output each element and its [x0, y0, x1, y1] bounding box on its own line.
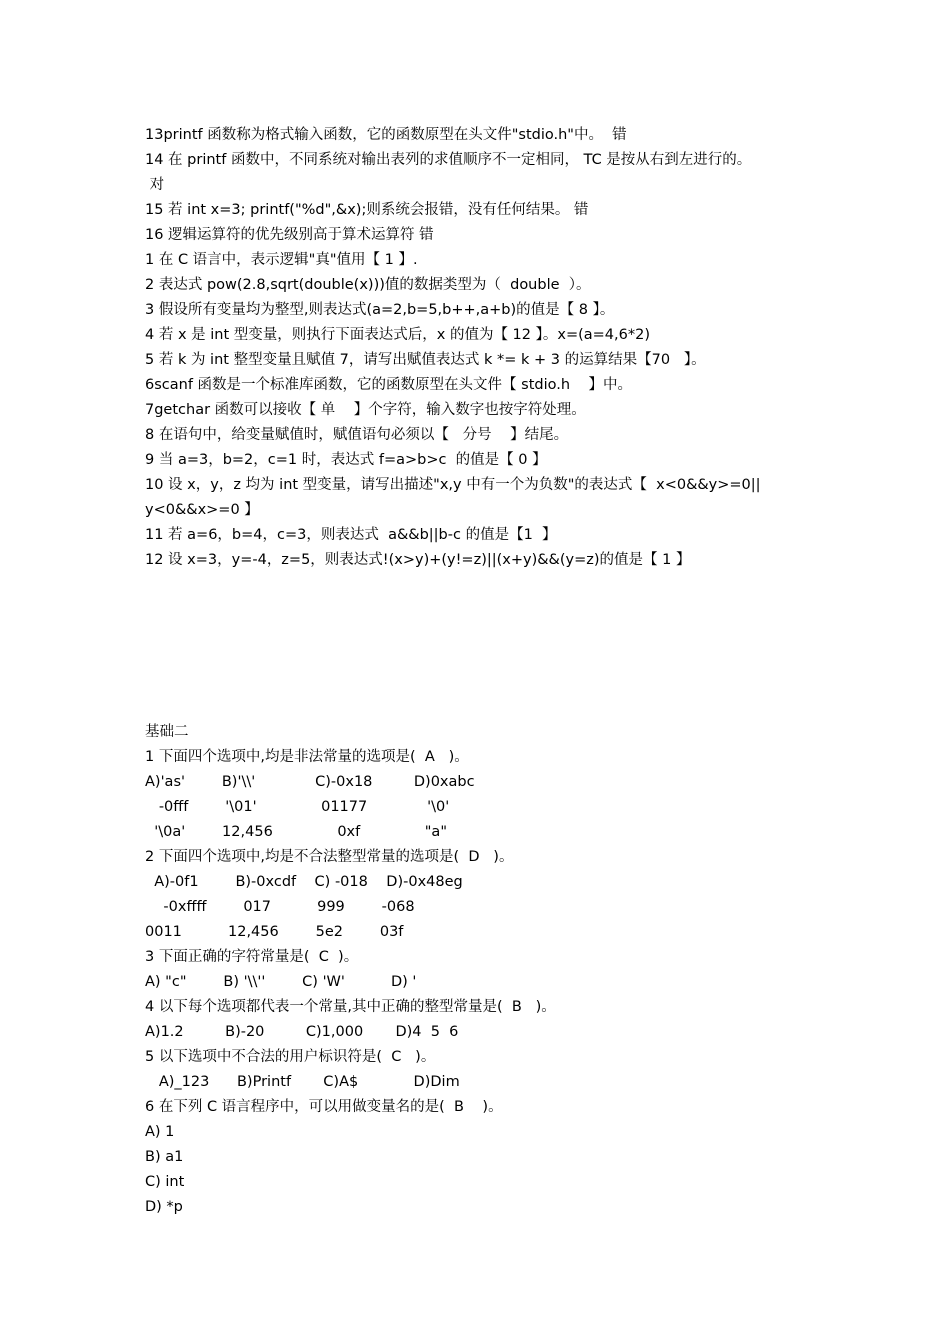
text-line: 14 在 printf 函数中，不同系统对输出表列的求值顺序不一定相同， TC 是按从右到左进行的。 [145, 152, 752, 168]
text-line: 10 设 x，y，z 均为 int 型变量，请写出描述"x,y 中有一个为负数"的表达式【 x<0&&y>=0|| [145, 477, 761, 493]
text-line: 11 若 a=6，b=4，c=3，则表达式 a&&b||b-c 的值是【1 】 [145, 527, 557, 543]
text-line: 6scanf 函数是一个标准库函数，它的函数原型在头文件【 stdio.h 】中。 [145, 377, 632, 393]
section-heading: 基础二 [145, 724, 189, 740]
question-line: 4 以下每个选项都代表一个常量,其中正确的整型常量是( B )。 [145, 999, 556, 1015]
text-line: 3 假设所有变量均为整型,则表达式(a=2,b=5,b++,a+b)的值是【 8 】。 [145, 302, 615, 318]
option-line: A)1.2 B)-20 C)1,000 D)4 5 6 [145, 1024, 459, 1040]
text-line: y<0&&x>=0 】 [145, 502, 259, 518]
section-judgement-and-fill-in [145, 123, 835, 573]
text-line: 1 在 C 语言中，表示逻辑"真"值用【 1 】. [145, 252, 418, 268]
question-line: 6 在下列 C 语言程序中，可以用做变量名的是( B )。 [145, 1099, 503, 1115]
option-line: A)-0f1 B)-0xcdf C) -018 D)-0x48eg [145, 874, 463, 890]
question-line: 3 下面正确的字符常量是( C )。 [145, 949, 359, 965]
text-line: 13printf 函数称为格式输入函数，它的函数原型在头文件"stdio.h"中。 错 [145, 127, 627, 143]
text-line: 5 若 k 为 int 整型变量且赋值 7，请写出赋值表达式 k *= k + 3 的运算结果【70 】。 [145, 352, 706, 368]
option-line: C) int [145, 1174, 185, 1190]
option-line: '\0a' 12,456 0xf "a" [145, 824, 447, 840]
text-line: 9 当 a=3，b=2，c=1 时，表达式 f=a>b>c 的值是【 0 】 [145, 452, 547, 468]
section-basics-two [145, 720, 835, 1220]
option-line: -0xffff 017 999 -068 [145, 899, 415, 915]
option-line: A)_123 B)Printf C)A$ D)Dim [145, 1074, 460, 1090]
text-line: 12 设 x=3，y=-4，z=5，则表达式!(x>y)+(y!=z)||(x+y)&&(y=z)的值是【 1 】 [145, 552, 691, 568]
option-line: A)'as' B)'\\' C)-0x18 D)0xabc [145, 774, 475, 790]
option-line: -0fff '\01' 01177 '\0' [145, 799, 450, 815]
text-line: 2 表达式 pow(2.8,sqrt(double(x)))值的数据类型为（ double ）。 [145, 277, 591, 293]
option-line: B) a1 [145, 1149, 184, 1165]
text-line: 7getchar 函数可以接收【 单 】个字符，输入数字也按字符处理。 [145, 402, 586, 418]
question-line: 5 以下选项中不合法的用户标识符是( C )。 [145, 1049, 436, 1065]
text-line: 8 在语句中，给变量赋值时，赋值语句必须以【 分号 】结尾。 [145, 427, 569, 443]
text-line: 15 若 int x=3; printf("%d",&x);则系统会报错，没有任何结果。 错 [145, 202, 589, 218]
option-line: A) "c" B) '\\'' C) 'W' D) ' [145, 974, 417, 990]
text-line: 4 若 x 是 int 型变量，则执行下面表达式后，x 的值为【 12 】。x=(a=4,6*2) [145, 327, 650, 343]
option-line: D) *p [145, 1199, 183, 1215]
text-line: 对 [145, 177, 165, 193]
question-line: 2 下面四个选项中,均是不合法整型常量的选项是( D )。 [145, 849, 514, 865]
text-line: 16 逻辑运算符的优先级别高于算术运算符 错 [145, 227, 434, 243]
option-line: A) 1 [145, 1124, 175, 1140]
question-line: 1 下面四个选项中,均是非法常量的选项是( A )。 [145, 749, 469, 765]
option-line: 0011 12,456 5e2 03f [145, 924, 404, 940]
